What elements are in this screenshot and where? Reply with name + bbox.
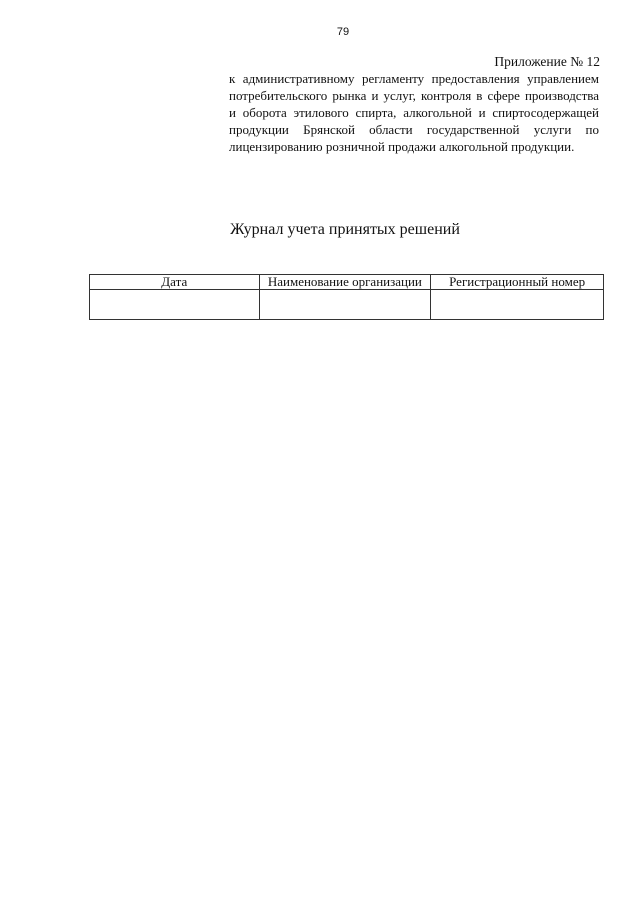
column-header-date: Дата bbox=[90, 275, 260, 290]
appendix-line: и оборота этилового спирта, алкогольной и спиртосодержащей bbox=[229, 105, 599, 120]
appendix-line: к административному регламенту предоставления управлением bbox=[229, 71, 599, 86]
journal-table bbox=[89, 274, 604, 320]
table-row bbox=[90, 290, 604, 320]
table-cell-organization bbox=[259, 290, 431, 320]
table-cell-registration-number bbox=[431, 290, 604, 320]
appendix-body bbox=[229, 70, 599, 155]
table-cell-date bbox=[90, 290, 260, 320]
column-header-registration-number: Регистрационный номер bbox=[431, 275, 604, 290]
appendix-line: лицензированию розничной продажи алкогольной продукции. bbox=[229, 139, 575, 154]
appendix-line: продукции Брянской области государственной услуги по bbox=[229, 122, 599, 137]
journal-title: Журнал учета принятых решений bbox=[230, 221, 460, 238]
page-number: 79 bbox=[336, 26, 350, 38]
appendix-title: Приложение № 12 bbox=[494, 54, 600, 69]
column-header-organization: Наименование организации bbox=[259, 275, 431, 290]
table-header-row bbox=[90, 275, 604, 290]
appendix-line: потребительского рынка и услуг, контроля в сфере производства bbox=[229, 88, 599, 103]
